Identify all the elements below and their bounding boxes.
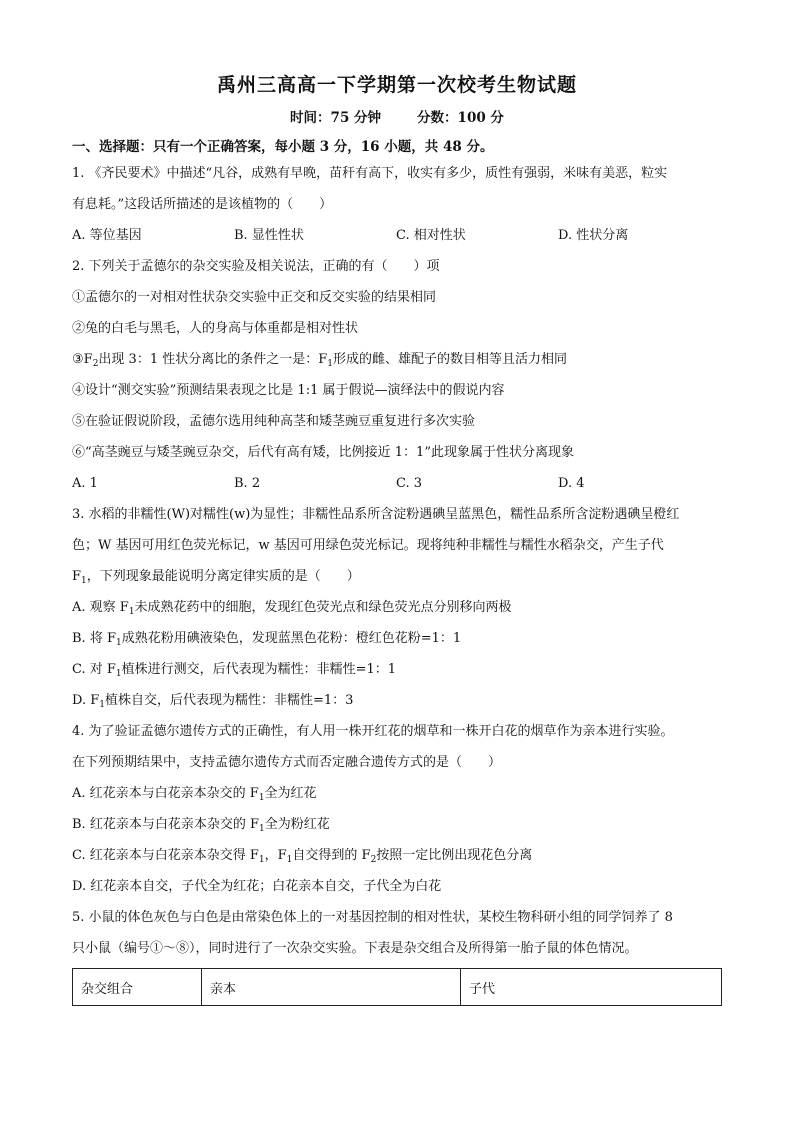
- q1-options: [72, 220, 722, 251]
- q4-option-c[interactable]: C. 红花亲本与白花亲本杂交得 $F_1$，$F_1$自交得到的 $F_2$按照一定比例出现花色分离: [72, 848, 533, 865]
- q2-statement-1: ①孟德尔的一对相对性状杂交实验中正交和反交实验的结果相同: [72, 290, 437, 305]
- q4-option-a[interactable]: A. 红花亲本与白花亲本杂交的 $F_1$全为红花: [72, 786, 317, 803]
- q5-stem-line2: 只小鼠（编号①～⑧），同时进行了一次杂交实验。下表是杂交组合及所得第一胎子鼠的体色情况。: [72, 941, 638, 956]
- q5-stem-line1: 5. 小鼠的体色灰色与白色是由常染色体上的一对基因控制的相对性状，某校生物科研小组的同学饲养了 8: [72, 910, 673, 925]
- q2-statement-2: ②兔的白毛与黑毛，人的身高与体重都是相对性状: [72, 321, 359, 336]
- question-2: [72, 251, 722, 499]
- q3-option-c[interactable]: C. 对 $F_1$植株进行测交，后代表现为糯性：非糯性=1：1: [72, 662, 397, 679]
- q4-option-d[interactable]: D. 红花亲本自交，子代全为红花；白花亲本自交，子代全为白花: [72, 879, 442, 894]
- q3-option-d[interactable]: D. $F_1$植株自交，后代表现为糯性：非糯性=1：3: [72, 693, 354, 710]
- q3-stem-line3: $F_1$，下列现象最能说明分离定律实质的是（ ）: [72, 569, 360, 586]
- table-header-cross: 杂交组合: [73, 969, 202, 1006]
- section-heading: 一、选择题：只有一个正确答案，每小题 3 分，16 小题，共 48 分。: [72, 139, 494, 155]
- time-label: 时间：75 分钟: [290, 110, 382, 126]
- exam-page: [72, 66, 722, 1006]
- q1-option-b[interactable]: B. 显性性状: [234, 228, 304, 243]
- q3-option-a[interactable]: A. 观察 $F_1$未成熟花药中的细胞，发现红色荧光点和绿色荧光点分别移向两极: [72, 600, 512, 617]
- q2-option-c[interactable]: C. 3: [396, 476, 423, 491]
- q4-option-b[interactable]: B. 红花亲本与白花亲本杂交的 $F_1$全为粉红花: [72, 817, 330, 834]
- q4-stem-line1: 4. 为了验证孟德尔遗传方式的正确性，有人用一株开红花的烟草和一株开白花的烟草作为亲本进行实验。: [72, 724, 674, 739]
- q2-statement-5: ⑤在验证假说阶段，孟德尔选用纯种高茎和矮茎豌豆重复进行多次实验: [72, 414, 476, 429]
- q2-option-b[interactable]: B. 2: [234, 476, 261, 491]
- q3-stem-line2: 色；W 基因可用红色荧光标记，w 基因可用绿色荧光标记。现将纯种非糯性与糯性水稻杂交，产生子代: [72, 538, 664, 553]
- q1-stem-line2: 有息耗。”这段话所描述的是该植物的（ ）: [72, 197, 333, 212]
- q1-option-d[interactable]: D. 性状分离: [558, 228, 629, 243]
- question-1: [72, 158, 722, 251]
- q1-stem-line1: 1. 《齐民要术》中描述“凡谷，成熟有早晚，苗秆有高下，收实有多少，质性有强弱，米味有美恶，粒实: [72, 166, 668, 181]
- table-header-row: [73, 969, 722, 1006]
- q1-option-a[interactable]: A. 等位基因: [72, 228, 142, 243]
- exam-info: [72, 108, 722, 128]
- question-4: [72, 716, 722, 902]
- q2-statement-3: $③F_2$出现 3：1 性状分离比的条件之一是：$F_1$形成的雌、雄配子的数目相等且活力相同: [72, 352, 567, 369]
- cross-table: [72, 968, 722, 1006]
- q2-option-d[interactable]: D. 4: [558, 476, 585, 491]
- question-3: [72, 499, 722, 716]
- q2-options: [72, 468, 722, 499]
- table-header-offspring: 子代: [461, 969, 722, 1006]
- score-label: 分数：100 分: [417, 110, 504, 126]
- q4-stem-line2: 在下列预期结果中，支持孟德尔遗传方式而否定融合遗传方式的是（ ）: [72, 755, 502, 770]
- q3-stem-line1: 3. 水稻的非糯性(W)对糯性(w)为显性；非糯性品系所含淀粉遇碘呈蓝黑色，糯性品系所含淀粉遇碘呈橙红: [72, 507, 680, 522]
- q3-option-b[interactable]: B. 将 $F_1$成熟花粉用碘液染色，发现蓝黑色花粉：橙红色花粉=1：1: [72, 631, 462, 648]
- q2-statement-6: ⑥“高茎豌豆与矮茎豌豆杂交，后代有高有矮，比例接近 1：1”此现象属于性状分离现象: [72, 445, 574, 460]
- question-5: [72, 902, 722, 1006]
- q1-option-c[interactable]: C. 相对性状: [396, 228, 466, 243]
- q2-option-a[interactable]: A. 1: [72, 476, 98, 491]
- q2-statement-4: ④设计“测交实验”预测结果表现之比是 1:1 属于假说—演绎法中的假说内容: [72, 383, 505, 398]
- page-title: 禹州三高高一下学期第一次校考生物试题: [216, 74, 577, 96]
- table-header-parents: 亲本: [202, 969, 461, 1006]
- q2-stem: 2. 下列关于孟德尔的杂交实验及相关说法，正确的有（ ）项: [72, 259, 440, 274]
